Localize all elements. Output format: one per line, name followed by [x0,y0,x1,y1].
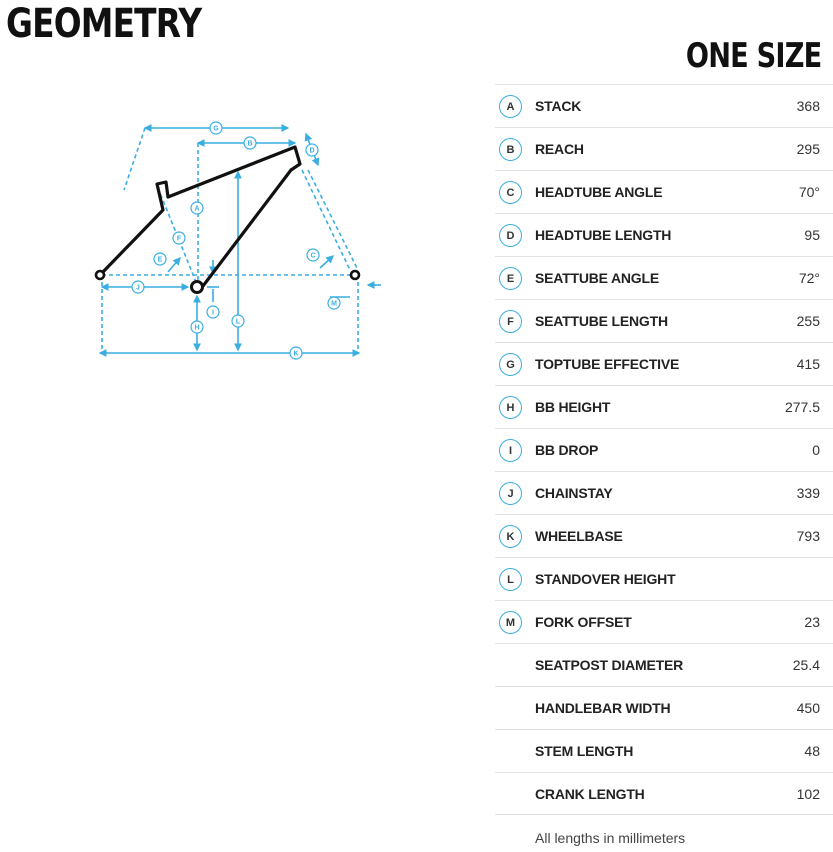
svg-text:L: L [235,318,241,326]
measurement-label: BB HEIGHT [535,399,611,415]
measurement-label: SEATTUBE ANGLE [535,270,659,286]
measurement-label: BB DROP [535,442,599,458]
measurement-value: 368 [796,98,820,114]
measurement-badge: D [499,224,522,247]
measurement-value: 295 [796,141,820,157]
svg-text:C: C [310,252,316,260]
measurement-label: CRANK LENGTH [535,786,645,802]
svg-text:F: F [176,235,182,243]
diagram-badge-i [207,306,219,318]
page-title: GEOMETRY [6,1,202,47]
svg-text:J: J [136,284,140,292]
diagram-badge-m [328,297,340,309]
measurement-badge: G [499,353,522,376]
svg-text:B: B [247,140,253,148]
svg-text:H: H [194,324,200,332]
geometry-row [495,643,833,686]
measurement-label: FORK OFFSET [535,614,632,630]
svg-text:D: D [309,147,315,155]
measurement-badge: E [499,267,522,290]
measurement-badge: M [499,611,522,634]
measurement-value: 277.5 [784,399,820,415]
diagram-badge-d [306,144,318,156]
measurement-badge: C [499,181,522,204]
measurement-value: 793 [796,528,820,544]
geometry-row [495,256,833,299]
diagram-badge-k [290,347,302,359]
measurement-value: 102 [796,786,820,802]
measurement-value: 72° [798,270,820,286]
size-heading: ONE SIZE [685,36,821,76]
measurement-value: 339 [796,485,820,501]
measurement-value: 23 [804,614,820,630]
measurement-value: 48 [804,743,820,759]
measurement-badge: F [499,310,522,333]
measurement-label: HEADTUBE ANGLE [535,184,663,200]
measurement-badge: K [499,525,522,548]
geometry-table [495,84,833,815]
diagram-badge-g [210,122,222,134]
measurement-label: HANDLEBAR WIDTH [535,700,671,716]
measurement-value: 450 [796,700,820,716]
geometry-row [495,514,833,557]
measurement-label: SEATPOST DIAMETER [535,657,684,673]
svg-text:I: I [212,309,214,317]
geometry-row [495,471,833,514]
measurement-value: 25.4 [792,657,820,673]
measurement-value: 95 [804,227,820,243]
measurement-badge: J [499,482,522,505]
geometry-row [495,428,833,471]
measurement-label: CHAINSTAY [535,485,613,501]
measurement-badge: I [499,439,522,462]
measurement-label: SEATTUBE LENGTH [535,313,668,329]
diagram-badge-j [132,281,144,293]
geometry-row [495,84,833,127]
measurement-value: 70° [798,184,820,200]
measurement-badge: H [499,396,522,419]
measurement-label: STANDOVER HEIGHT [535,571,676,587]
measurement-label: TOPTUBE EFFECTIVE [535,356,680,372]
measurement-label: REACH [535,141,584,157]
diagram-badge-f [173,232,185,244]
geometry-row [495,170,833,213]
diagram-badge-e [154,253,166,265]
geometry-diagram [88,110,388,370]
diagram-badge-h [191,321,203,333]
measurement-label: HEADTUBE LENGTH [535,227,672,243]
geometry-row [495,127,833,170]
diagram-badge-b [244,137,256,149]
svg-text:A: A [194,205,200,213]
geometry-row [495,729,833,772]
diagram-badge-c [307,249,319,261]
svg-text:K: K [293,350,299,358]
geometry-row [495,686,833,729]
geometry-row [495,213,833,256]
geometry-row [495,600,833,643]
diagram-badge-a [191,202,203,214]
measurement-value: 0 [812,442,820,458]
geometry-row [495,385,833,428]
geometry-row [495,557,833,600]
svg-text:G: G [213,125,219,133]
measurement-label: WHEELBASE [535,528,623,544]
geometry-row [495,772,833,815]
svg-text:E: E [157,256,163,264]
measurement-label: STEM LENGTH [535,743,634,759]
diagram-badge-l [232,315,244,327]
measurement-badge: B [499,138,522,161]
measurement-badge: A [499,95,522,118]
units-footnote: All lengths in millimeters [535,830,686,846]
geometry-row [495,299,833,342]
measurement-value: 415 [796,356,820,372]
measurement-label: STACK [535,98,582,114]
svg-text:M: M [331,300,337,308]
measurement-badge: L [499,568,522,591]
measurement-value: 255 [796,313,820,329]
geometry-row [495,342,833,385]
